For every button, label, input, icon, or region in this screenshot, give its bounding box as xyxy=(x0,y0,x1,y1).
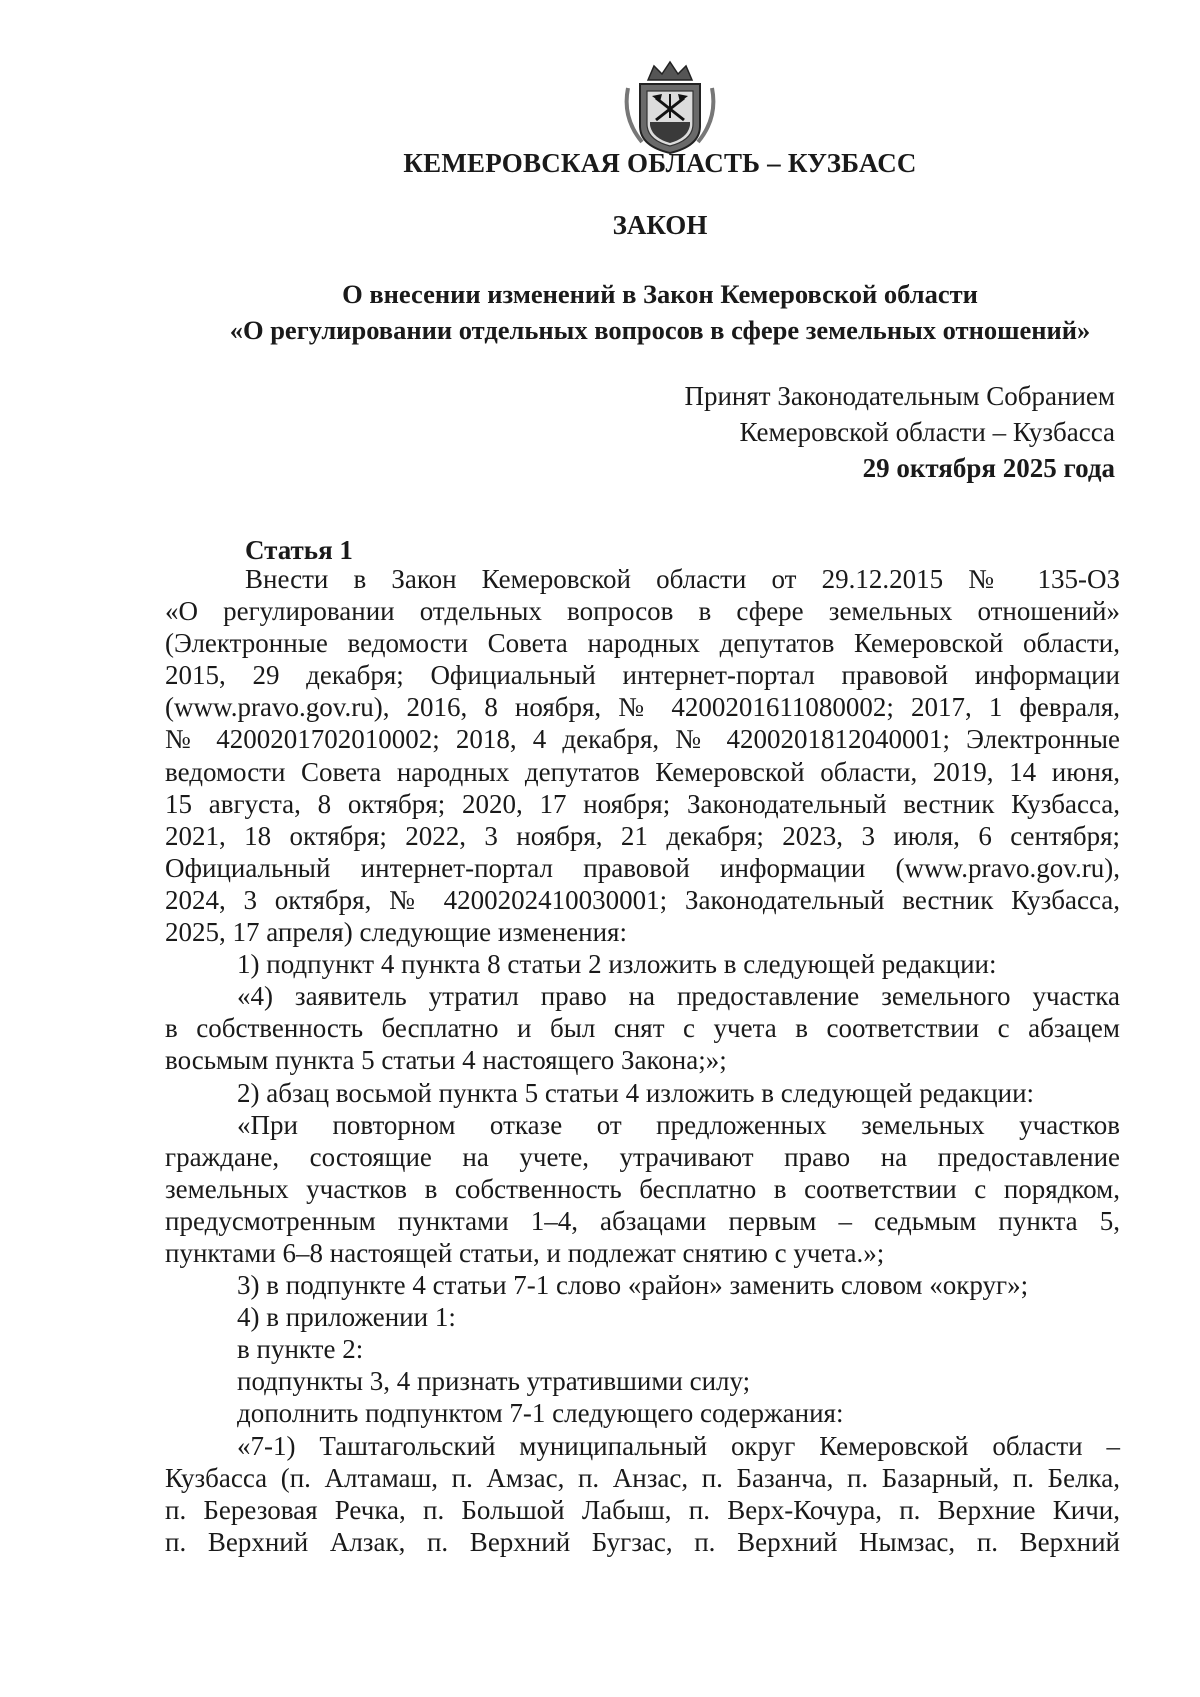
adoption-block xyxy=(684,378,1115,486)
intro-line: (Электронные ведомости Совета народных депутатов Кемеровской области, xyxy=(165,628,1120,659)
item-4-line: Кузбасса (п. Алтамаш, п. Амзас, п. Анзас, п. Базанча, п. Базарный, п. Белка, xyxy=(165,1462,1120,1493)
intro-line: «О регулировании отдельных вопросов в сфере земельных отношений» xyxy=(165,596,1120,627)
adoption-line-1: Принят Законодательным Собранием xyxy=(684,381,1115,411)
intro-line: Внести в Закон Кемеровской области от 29.12.2015 № 135-ОЗ xyxy=(245,564,1120,594)
intro-line: ведомости Совета народных депутатов Кемеровской области, 2019, 14 июня, xyxy=(165,756,1120,787)
law-subject-line-1: О внесении изменений в Закон Кемеровской области xyxy=(342,279,978,309)
item-2-line: «При повторном отказе от предложенных земельных участков xyxy=(237,1109,1120,1140)
item-3: 3) в подпункте 4 статьи 7-1 слово «район» заменить словом «округ»; xyxy=(237,1270,1029,1301)
intro-line: 15 августа, 8 октября; 2020, 17 ноября; Законодательный вестник Кузбасса, xyxy=(165,788,1120,819)
item-1-line: восьмым пункта 5 статьи 4 настоящего Закона;»; xyxy=(165,1045,727,1076)
intro-line: 2025, 17 апреля) следующие изменения: xyxy=(165,917,627,948)
article-title: Статья 1 xyxy=(245,535,353,565)
item-4-line: п. Березовая Речка, п. Большой Лабыш, п. Верх-Кочура, п. Верхние Кичи, xyxy=(165,1494,1120,1525)
item-2-line: пунктами 6–8 настоящей статьи, и подлежат снятию с учета.»; xyxy=(165,1237,885,1268)
intro-line: Официальный интернет-портал правовой информации (www.pravo.gov.ru), xyxy=(165,852,1120,883)
item-4-point: в пункте 2: xyxy=(237,1334,364,1365)
adoption-line-2: Кемеровской области – Кузбасса xyxy=(739,417,1115,447)
item-4-repeal: подпункты 3, 4 признать утратившими силу; xyxy=(237,1366,751,1397)
item-2-line: предусмотренным пунктами 1–4, абзацами первым – седьмым пункта 5, xyxy=(165,1205,1120,1236)
item-2-line: земельных участков в собственность бесплатно в соответствии с порядком, xyxy=(165,1173,1120,1204)
adoption-date: 29 октября 2025 года xyxy=(862,453,1115,483)
item-4-line: п. Верхний Алзак, п. Верхний Бугзас, п. Верхний Нымзас, п. Верхний xyxy=(165,1526,1120,1557)
document-type-heading: ЗАКОН xyxy=(612,210,708,240)
law-subject-title xyxy=(170,276,1150,348)
intro-line: № 4200201702010002; 2018, 4 декабря, № 4200201812040001; Электронные xyxy=(165,724,1120,755)
item-2-heading: 2) абзац восьмой пункта 5 статьи 4 изложить в следующей редакции: xyxy=(237,1077,1035,1108)
item-4-add: дополнить подпунктом 7-1 следующего содержания: xyxy=(237,1398,844,1429)
intro-line: 2015, 29 декабря; Официальный интернет-портал правовой информации xyxy=(165,660,1120,691)
item-4-heading: 4) в приложении 1: xyxy=(237,1302,456,1333)
article-body xyxy=(165,563,1120,1558)
item-1-line: в собственность бесплатно и был снят с учета в соответствии с абзацем xyxy=(165,1013,1120,1044)
intro-line: (www.pravo.gov.ru), 2016, 8 ноября, № 4200201611080002; 2017, 1 февраля, xyxy=(165,692,1120,723)
item-1-heading: 1) подпункт 4 пункта 8 статьи 2 изложить в следующей редакции: xyxy=(237,949,997,980)
coat-of-arms-emblem xyxy=(620,58,720,156)
law-subject-line-2: «О регулировании отдельных вопросов в сфере земельных отношений» xyxy=(229,315,1091,345)
item-4-line: «7-1) Таштагольский муниципальный округ Кемеровской области – xyxy=(237,1430,1120,1461)
region-title: КЕМЕРОВСКАЯ ОБЛАСТЬ – КУЗБАСС xyxy=(403,148,917,178)
item-1-line: «4) заявитель утратил право на предоставление земельного участка xyxy=(237,981,1120,1012)
intro-line: 2021, 18 октября; 2022, 3 ноября, 21 декабря; 2023, 3 июля, 6 сентября; xyxy=(165,820,1120,851)
item-2-line: граждане, состоящие на учете, утрачивают право на предоставление xyxy=(165,1141,1120,1172)
intro-line: 2024, 3 октября, № 4200202410030001; Законодательный вестник Кузбасса, xyxy=(165,884,1120,915)
